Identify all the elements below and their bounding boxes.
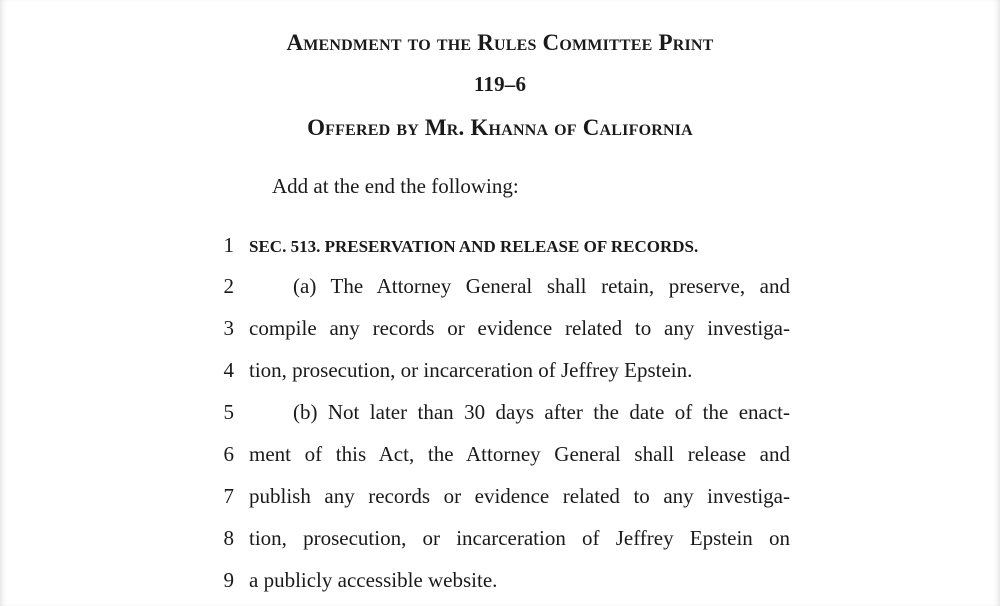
numbered-line — [0, 526, 1000, 556]
line-text: a publicly accessible website. — [249, 568, 498, 592]
line-number: 1 — [223, 233, 234, 257]
print-number: 119–6 — [473, 72, 527, 96]
numbered-line — [0, 484, 1000, 514]
amendment-title: Amendment to the Rules Committee Print — [286, 30, 714, 55]
line-text: compile any records or evidence related to any investiga- — [249, 316, 790, 340]
line-number: 3 — [223, 316, 234, 340]
line-text: tion, prosecution, or incarceration of Jeffrey Epstein on — [249, 526, 790, 550]
numbered-line — [0, 274, 1000, 304]
line-number: 9 — [223, 568, 234, 592]
line-text: (a) The Attorney General shall retain, preserve, and — [293, 274, 790, 298]
line-number: 8 — [223, 526, 234, 550]
line-number: 7 — [223, 484, 234, 508]
numbered-line — [0, 442, 1000, 472]
line-text: tion, prosecution, or incarceration of Jeffrey Epstein. — [249, 358, 693, 382]
line-text: (b) Not later than 30 days after the date of the enact- — [293, 400, 790, 424]
section-heading: SEC. 513. PRESERVATION AND RELEASE OF RECORDS. — [249, 237, 699, 256]
numbered-line — [0, 358, 1000, 388]
intro-text: Add at the end the following: — [272, 174, 519, 198]
line-number: 6 — [223, 442, 234, 466]
line-text: ment of this Act, the Attorney General shall release and — [249, 442, 790, 466]
line-text: publish any records or evidence related to any investiga- — [249, 484, 790, 508]
line-number: 4 — [223, 358, 234, 382]
line-number: 2 — [223, 274, 234, 298]
numbered-line — [0, 233, 1000, 263]
numbered-line — [0, 400, 1000, 430]
offered-by: Offered by Mr. Khanna of California — [307, 115, 693, 140]
line-number: 5 — [223, 400, 234, 424]
numbered-line — [0, 316, 1000, 346]
numbered-line — [0, 568, 1000, 598]
